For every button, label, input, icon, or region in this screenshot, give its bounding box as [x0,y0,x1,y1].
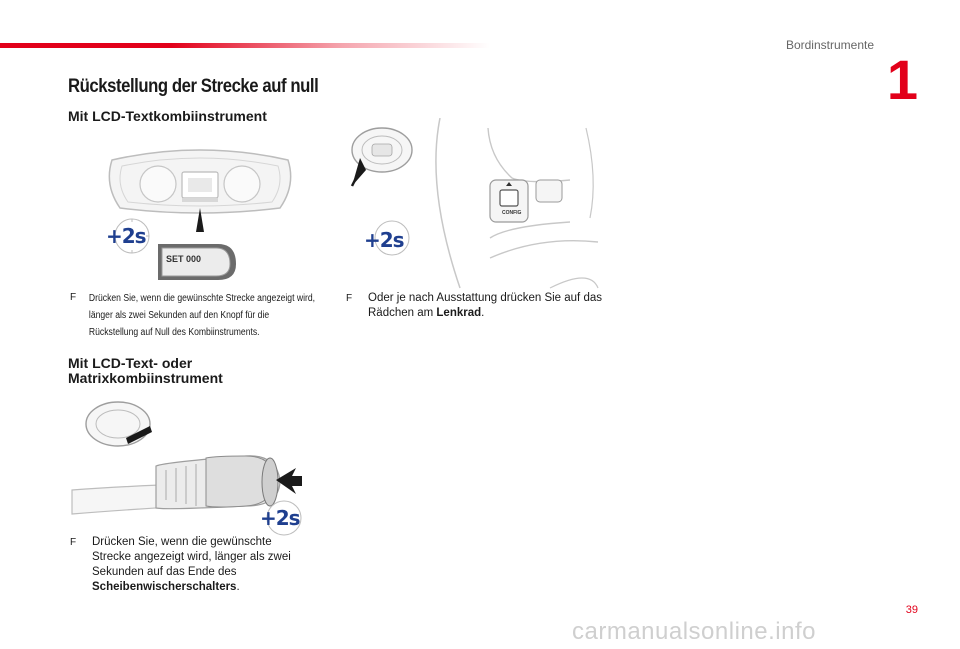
subheading-line-1: Mit LCD-Text- oder [68,355,193,371]
red-accent-bar [0,43,490,48]
page-number: 39 [905,604,918,616]
timer-badge-label-3: +2s [260,506,300,530]
keyword-lenkrad: Lenkrad [436,307,482,319]
bullet-marker: F [70,537,77,548]
timer-badge-label-1: +2s [106,224,146,248]
section-header: Bordinstrumente [785,38,874,52]
subheading-lcd-text: Mit LCD-Textkombiinstrument [68,108,267,124]
cluster-illustration [100,140,300,290]
chapter-number: 1 [886,48,918,111]
config-label: CONFIG [502,210,522,216]
subheading-lcd-matrix [68,356,308,386]
subheading-line-2: Matrixkombiinstrument [68,370,223,386]
page-title: Rückstellung der Strecke auf null [68,76,319,97]
instruction-text-part: . [236,581,240,593]
instruction-text-part: . [481,307,485,319]
watermark: carmanualsonline.info [572,618,816,645]
keyword-scheibenwischerschalter: Scheibenwischerschalters [92,581,237,593]
instruction-text-part: Drücken Sie, wenn die gewünschte Strecke angezeigt wird, länger als zwei Sekunden auf das Ende des [92,536,291,578]
bullet-marker: F [70,292,77,303]
instruction-text-part: Oder je nach Ausstattung drücken Sie auf das Rädchen am [368,292,602,319]
steering-wheel-mini [86,402,150,446]
bullet-marker: F [346,293,353,304]
instruction-text [70,535,302,595]
instruction-cluster-button [70,290,340,341]
instruction-text: Drücken Sie, wenn die gewünschte Strecke angezeigt wird, länger als zwei Sekunden auf den Knopf für die Rückstellung auf Null des Kombiinstruments. [88,293,316,338]
instruction-text [346,291,606,321]
instruction-wiper-stalk [70,535,302,595]
timer-badge-label-2: +2s [364,228,404,252]
instruction-steering-wheel [346,291,606,321]
set-button-label: SET 000 [166,254,202,264]
steering-wheel-illustration [340,118,605,293]
